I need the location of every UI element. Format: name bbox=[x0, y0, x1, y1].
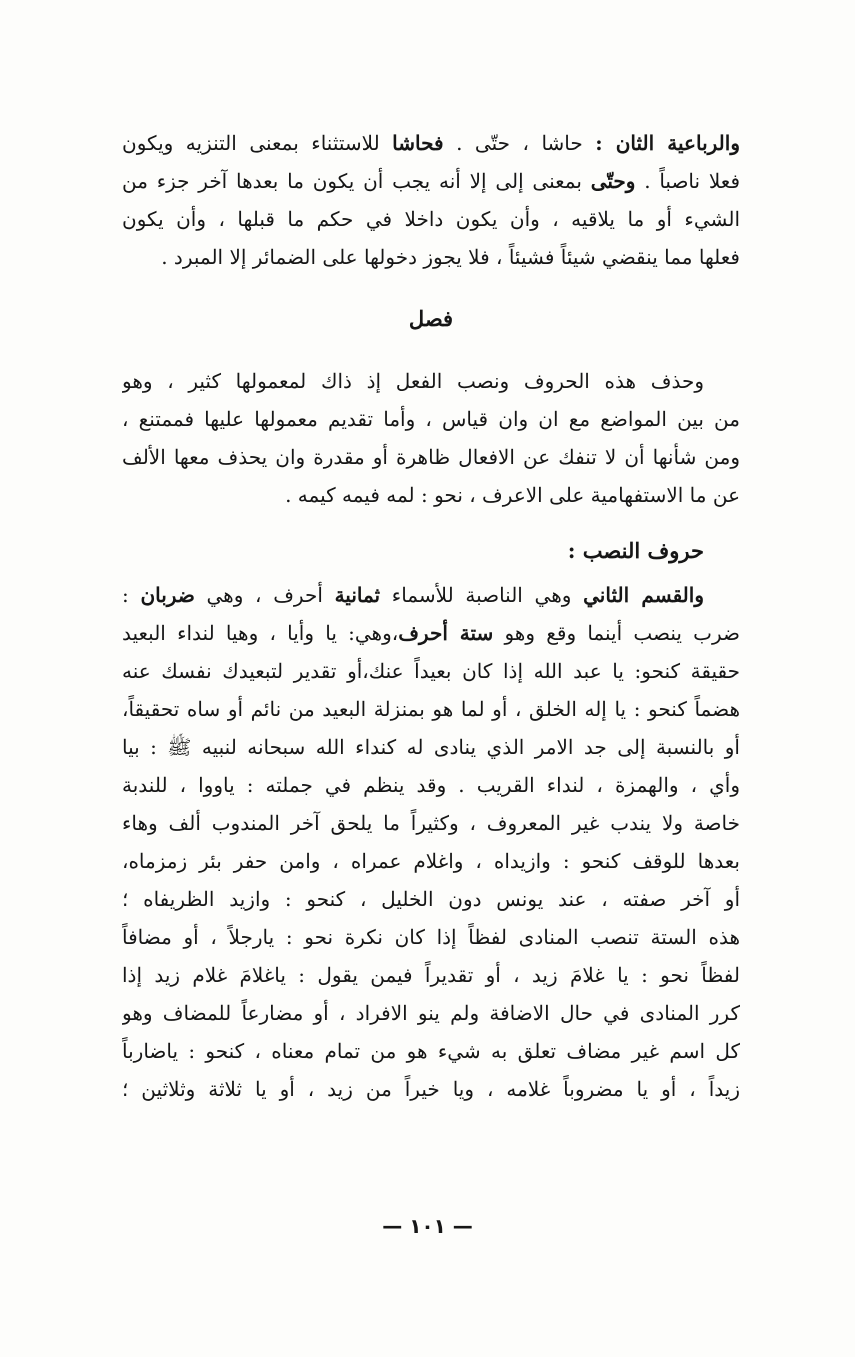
bold-term: وحتّى bbox=[590, 169, 636, 193]
page-body bbox=[122, 124, 740, 1108]
text-line: لفظاً نحو : يا غلامَ زيد ، أو تقديراً فيمن يقول : ياغلامَ غلام زيد إذا bbox=[122, 963, 740, 987]
text-line: ضرب ينصب أينما وقع وهو ستة أحرف،وهي: يا وأيا ، وهيا لنداء البعيد bbox=[122, 621, 740, 645]
text-line: عن ما الاستفهامية على الاعرف ، نحو : لمه فيمه كيمه . bbox=[285, 483, 740, 507]
text-line: هضماً كنحو : يا إله الخلق ، أو لما هو بمنزلة البعيد من نائم أو ساه تحقيقاً، bbox=[122, 697, 740, 721]
text-line: والرباعية الثان : حاشا ، حتّى . فحاشا للاستثناء بمعنى التنزيه ويكون bbox=[122, 131, 740, 155]
text-line: وحذف هذه الحروف ونصب الفعل إذ ذاك لمعمولها كثير ، وهو bbox=[122, 369, 704, 393]
text-line: أو بالنسبة إلى جد الامر الذي ينادى له كنداء الله سبحانه لنبيه ﷺ : بيا bbox=[122, 735, 740, 759]
page-number: — ١٠١ — bbox=[382, 1214, 473, 1238]
bold-term: ستة أحرف bbox=[398, 621, 494, 645]
text-line: خاصة ولا يندب غير المعروف ، وكثيراً ما يلحق آخر المندوب ألف وهاء bbox=[122, 811, 740, 835]
paragraph-huruf-nasb bbox=[122, 576, 740, 1108]
section-heading: فصل bbox=[408, 306, 454, 331]
paragraph-rubaiya bbox=[122, 124, 740, 276]
text-line: حقيقة كنحو: يا عبد الله إذا كان بعيداً عنك،أو تقدير لتبعيدك نفسك عنه bbox=[122, 659, 740, 683]
text-line: بعدها للوقف كنحو : وازيداه ، واغلام عمراه ، وامن حفر بئر زمزماه، bbox=[122, 849, 740, 873]
text-line: زيداً ، أو يا مضروباً غلامه ، ويا خيراً من زيد ، أو يا ثلاثة وثلاثين ؛ bbox=[122, 1077, 740, 1101]
paragraph-fasl bbox=[122, 362, 740, 514]
text-line: كل اسم غير مضاف تعلق به شيء هو من تمام معناه ، كنحو : ياضارباً bbox=[122, 1039, 740, 1063]
sub-heading: حروف النصب : bbox=[567, 538, 704, 563]
bold-term: ضربان bbox=[140, 583, 195, 607]
bold-term: فحاشا bbox=[392, 131, 444, 155]
text-line: أو آخر صفته ، عند يونس دون الخليل ، كنحو : وازيد الظريفاه ؛ bbox=[122, 887, 740, 911]
text-line: الشيء أو ما يلاقيه ، وأن يكون داخلا في حكم ما قبلها ، وأن يكون bbox=[122, 207, 740, 231]
text-line: ومن شأنها أن لا تنفك عن الافعال ظاهرة أو مقدرة وان يحذف معها الألف bbox=[122, 445, 740, 469]
text-line: من بين المواضع مع ان وان قياس ، وأما تقديم معمولها عليها فممتنع ، bbox=[122, 407, 740, 431]
text-line: فعلا ناصباً . وحتّى بمعنى إلى إلا أنه يجب أن يكون ما بعدها آخر جزء من bbox=[122, 169, 740, 193]
text-line: كرر المنادى في حال الاضافة ولم ينو الافراد ، أو مضارعاً للمضاف وهو bbox=[122, 1001, 740, 1025]
bold-term: والرباعية الثان : bbox=[595, 131, 740, 155]
bold-term: والقسم الثاني bbox=[583, 583, 704, 607]
text-line: فعلها مما ينقضي شيئاً فشيئاً ، فلا يجوز دخولها على الضمائر إلا المبرد . bbox=[161, 245, 740, 269]
text-line: وأي ، والهمزة ، لنداء القريب . وقد ينظم في جملته : ياووا ، للندبة bbox=[122, 773, 740, 797]
text-line: هذه الستة تنصب المنادى لفظاً إذا كان نكرة نحو : يارجلاً ، أو مضافاً bbox=[122, 925, 740, 949]
text-line: والقسم الثاني وهي الناصبة للأسماء ثمانية أحرف ، وهي ضربان : bbox=[122, 583, 704, 607]
bold-term: ثمانية bbox=[334, 583, 381, 607]
